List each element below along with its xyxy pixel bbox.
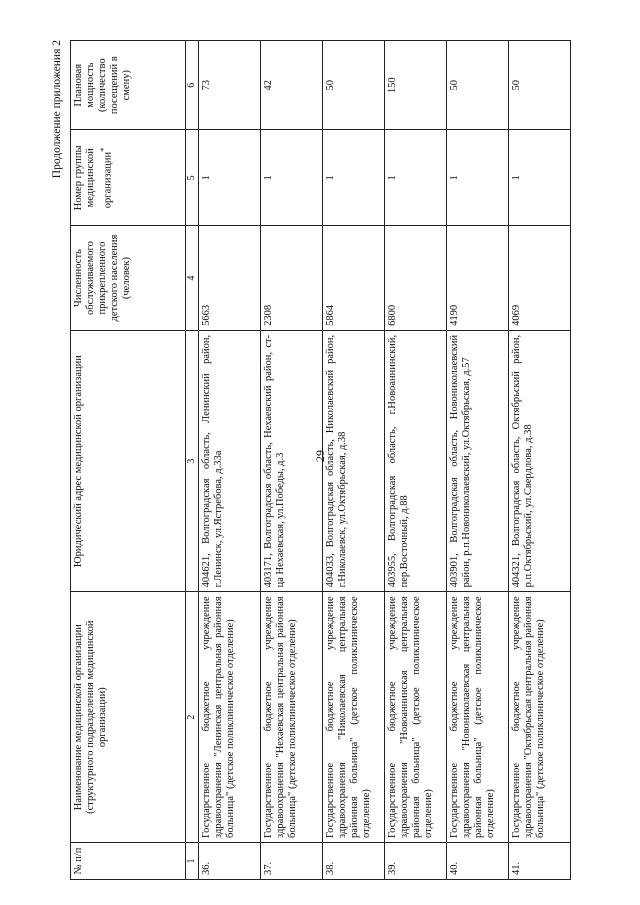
header-number: № п/п — [71, 842, 186, 879]
group-number: 1 — [509, 130, 571, 226]
column-number: 6 — [186, 41, 199, 130]
organization-name: Государственное бюджетное учреждение здравоохранения "Николаевская центральная районная больница" (детское поликлиническое отделение) — [323, 592, 385, 843]
table-row — [261, 41, 323, 880]
legal-address: 403955, Волгоградская область, г.Новоаннинский, пер.Восточный, д.88 — [385, 330, 447, 592]
header-legal-address: Юридический адрес медицинской организации — [71, 330, 186, 592]
capacity: 50 — [509, 41, 571, 130]
column-number: 2 — [186, 592, 199, 843]
column-number: 4 — [186, 226, 199, 331]
header-capacity: Плановая мощность (количество посещений в смену) — [71, 41, 186, 130]
header-group-number-text: Номер группы медицинской организации — [73, 145, 114, 211]
page-number: 29 — [313, 450, 327, 462]
population: 5663 — [199, 226, 261, 331]
capacity: 42 — [261, 41, 323, 130]
legal-address: 404033, Волгоградская область, Николаевский район, г.Николаевск, ул.Октябрьская, д.38 — [323, 330, 385, 592]
table-row — [447, 41, 509, 880]
rotated-page-content — [48, 40, 608, 880]
organization-name: Государственное бюджетное учреждение здравоохранения "Октябрьская центральная районная больница" (детское поликлиническое отделение) — [509, 592, 571, 843]
header-organization-name: Наименование медицинской организации (структурного подразделения медицинской организации) — [71, 592, 186, 843]
header-population: Численность обслуживаемого прикрепленного детского населения (человек) — [71, 226, 186, 331]
organization-name: Государственное бюджетное учреждение здравоохранения "Ленинская центральная районная больница" (детское поликлиническое отделение) — [199, 592, 261, 843]
table-row — [509, 41, 571, 880]
column-number: 5 — [186, 130, 199, 226]
legal-address: 404321, Волгоградская область, Октябрьский район, р.п.Октябрьский, ул.Свердлова, д.38 — [509, 330, 571, 592]
organization-name: Государственное бюджетное учреждение здравоохранения "Новоаннинская центральная районная больница" (детское поликлиническое отделение) — [385, 592, 447, 843]
table-header-row — [71, 41, 186, 880]
header-footnote-mark: * — [98, 147, 108, 152]
table-row — [385, 41, 447, 880]
column-number: 1 — [186, 842, 199, 879]
header-group-number — [71, 130, 186, 226]
group-number: 1 — [199, 130, 261, 226]
capacity: 73 — [199, 41, 261, 130]
column-number-row — [186, 41, 199, 880]
group-number: 1 — [447, 130, 509, 226]
row-number: 37. — [261, 842, 323, 879]
row-number: 41. — [509, 842, 571, 879]
population: 5864 — [323, 226, 385, 331]
group-number: 1 — [323, 130, 385, 226]
legal-address: 403901, Волгоградская область, Новониколаевский район, р.п.Новониколаевский, ул.Октябрьская, д.57 — [447, 330, 509, 592]
population: 2308 — [261, 226, 323, 331]
organization-name: Государственное бюджетное учреждение здравоохранения "Новониколаевская центральная районная больница" (детское поликлиническое отделение) — [447, 592, 509, 843]
organization-name: Государственное бюджетное учреждение здравоохранения "Нехаевская центральная районная больница" (детское поликлиническое отделение) — [261, 592, 323, 843]
row-number: 39. — [385, 842, 447, 879]
table-row — [199, 41, 261, 880]
group-number: 1 — [261, 130, 323, 226]
appendix-caption: Продолжение приложения 2 — [51, 40, 63, 179]
population: 4069 — [509, 226, 571, 331]
row-number: 38. — [323, 842, 385, 879]
row-number: 40. — [447, 842, 509, 879]
legal-address: 404621, Волгоградская область, Ленинский район, г.Ленинск, ул.Ястребова, д.33а — [199, 330, 261, 592]
population: 6800 — [385, 226, 447, 331]
legal-address: 403171, Волгоградская область, Нехаевский район, ст-ца Нехаевская, ул.Победы, д.3 — [261, 330, 323, 592]
column-number: 3 — [186, 330, 199, 592]
capacity: 50 — [323, 41, 385, 130]
row-number: 36. — [199, 842, 261, 879]
capacity: 150 — [385, 41, 447, 130]
table-row — [323, 41, 385, 880]
capacity: 50 — [447, 41, 509, 130]
medical-organizations-table — [70, 40, 571, 880]
population: 4190 — [447, 226, 509, 331]
group-number: 1 — [385, 130, 447, 226]
